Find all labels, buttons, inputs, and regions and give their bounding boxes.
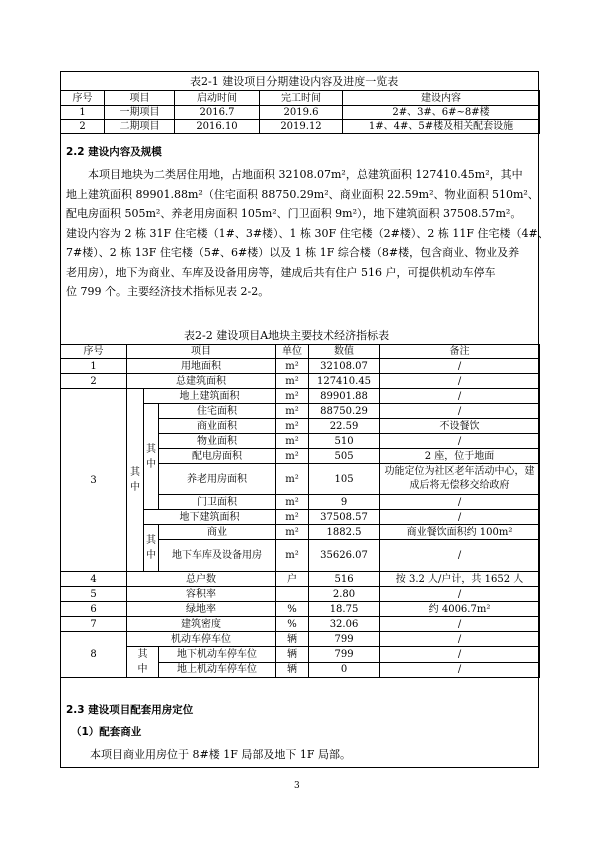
header-cell: 启动时间 bbox=[175, 91, 260, 106]
table-row bbox=[61, 120, 540, 134]
table-cell: / bbox=[380, 434, 540, 449]
table-cell: % bbox=[276, 602, 309, 617]
table-cell: m² bbox=[276, 449, 309, 464]
table-cell: 88750.29 bbox=[309, 404, 380, 419]
schedule-table bbox=[60, 90, 540, 134]
table-cell: 养老用房面积 bbox=[159, 464, 276, 495]
table-cell: m² bbox=[276, 404, 309, 419]
table-cell: 510 bbox=[309, 434, 380, 449]
table-cell: 35626.07 bbox=[309, 540, 380, 572]
header-cell: 数值 bbox=[309, 345, 380, 359]
table-cell: 7 bbox=[61, 617, 127, 632]
table-cell: 其中 bbox=[127, 389, 144, 572]
table-cell: 地下建筑面积 bbox=[144, 510, 276, 525]
table-cell: m² bbox=[276, 434, 309, 449]
table-cell: 功能定位为社区老年活动中心，建成后将无偿移交给政府 bbox=[380, 464, 540, 495]
table-cell: 总户数 bbox=[127, 572, 276, 587]
table-cell: 户 bbox=[276, 572, 309, 587]
table-cell: / bbox=[380, 540, 540, 572]
table-cell: 2 bbox=[61, 374, 127, 389]
table-row bbox=[61, 602, 540, 617]
table-cell: 0 bbox=[309, 662, 380, 678]
table-cell: 物业面积 bbox=[159, 434, 276, 449]
paragraph-line: 老用房），地下为商业、车库及设备用房等，建成后共有住户 516 户，可提供机动车停车 bbox=[66, 265, 496, 279]
table-cell: 地下机动车停车位 bbox=[159, 647, 276, 663]
table-cell: 其中 bbox=[144, 404, 159, 510]
table-cell: / bbox=[380, 389, 540, 404]
table-cell: 地上建筑面积 bbox=[144, 389, 276, 404]
subsection-heading: （1）配套商业 bbox=[71, 726, 142, 738]
table-cell: / bbox=[380, 647, 540, 663]
table-cell: / bbox=[380, 359, 540, 374]
table-cell bbox=[276, 587, 309, 602]
table-cell: m² bbox=[276, 389, 309, 404]
table-cell: 105 bbox=[309, 464, 380, 495]
table-cell: 1 bbox=[61, 359, 127, 374]
table-cell: / bbox=[380, 617, 540, 632]
paragraph-line: 地上建筑面积 89901.88m²（住宅面积 88750.29m²、商业面积 22.59m²、物业面积 510m²、 bbox=[66, 187, 539, 201]
paragraph-line: 7#楼）、2 栋 13F 住宅楼（5#、6#楼）以及 1 栋 1F 综合楼（8#楼，包含商业、物业及养 bbox=[66, 246, 520, 259]
table-cell: 建筑密度 bbox=[127, 617, 276, 632]
header-cell: 备注 bbox=[380, 345, 540, 359]
table-cell: 容积率 bbox=[127, 587, 276, 602]
table-cell: 505 bbox=[309, 449, 380, 464]
table-row bbox=[61, 572, 540, 587]
header-cell: 单位 bbox=[276, 345, 309, 359]
table-cell: 4 bbox=[61, 572, 127, 587]
table-cell: 辆 bbox=[276, 647, 309, 663]
table-row bbox=[61, 359, 540, 374]
section-heading: 2.3 建设项目配套用房定位 bbox=[66, 704, 194, 716]
table-row bbox=[61, 632, 540, 647]
table-cell: 其中 bbox=[127, 647, 159, 678]
table-cell: 其中 bbox=[144, 525, 159, 572]
table-cell: m² bbox=[276, 359, 309, 374]
table-cell: 辆 bbox=[276, 662, 309, 678]
table-cell: 1882.5 bbox=[309, 525, 380, 540]
table-cell: 地下车库及设备用房 bbox=[159, 540, 276, 572]
header-cell: 项目 bbox=[127, 345, 276, 359]
table-cell: 1#、4#、5#楼及相关配套设施 bbox=[343, 120, 540, 134]
table-header-row bbox=[61, 345, 540, 359]
table-cell: 二期项目 bbox=[105, 120, 175, 134]
table-cell: / bbox=[380, 662, 540, 678]
table-cell: 2016.7 bbox=[175, 106, 260, 120]
body-text: 本项目商业用房位于 8#楼 1F 局部及地下 1F 局部。 bbox=[90, 748, 351, 761]
table-cell: m² bbox=[276, 464, 309, 495]
table-cell: m² bbox=[276, 525, 309, 540]
paragraph-line: 位 799 个。主要经济技术指标见表 2-2。 bbox=[66, 285, 270, 298]
table-cell: 2016.10 bbox=[175, 120, 260, 134]
table-header-row bbox=[61, 91, 540, 106]
table-cell: 总建筑面积 bbox=[127, 374, 276, 389]
header-cell: 建设内容 bbox=[343, 91, 540, 106]
paragraph-line: 本项目地块为二类居住用地，占地面积 32108.07m²，总建筑面积 127410.45m²，其中 bbox=[88, 168, 523, 181]
table-cell: 799 bbox=[309, 647, 380, 663]
table-cell: 22.59 bbox=[309, 419, 380, 434]
table2-caption: 表2-2 建设项目A地块主要技术经济指标表 bbox=[184, 329, 390, 342]
table-cell: 799 bbox=[309, 632, 380, 647]
table-cell: 1 bbox=[61, 106, 105, 120]
table-cell: 用地面积 bbox=[127, 359, 276, 374]
header-cell: 项目 bbox=[105, 91, 175, 106]
table-row bbox=[61, 389, 540, 404]
table-cell: 2019.6 bbox=[260, 106, 343, 120]
body-paragraph bbox=[66, 165, 549, 302]
table-cell: 8 bbox=[61, 632, 127, 678]
indicator-table bbox=[60, 344, 540, 678]
table-cell: / bbox=[380, 587, 540, 602]
table-cell: m² bbox=[276, 540, 309, 572]
table-cell: m² bbox=[276, 419, 309, 434]
table-cell: 2019.12 bbox=[260, 120, 343, 134]
paragraph-line: 建设内容为 2 栋 31F 住宅楼（1#、3#楼）、1 栋 30F 住宅楼（2#楼）、2 栋 11F 住宅楼（4#、 bbox=[66, 226, 549, 240]
table-cell: / bbox=[380, 495, 540, 510]
table-row bbox=[61, 106, 540, 120]
paragraph-line: 配电房面积 505m²、养老用房面积 105m²、门卫面积 9m²），地下建筑面积 37508.57m²。 bbox=[66, 207, 522, 220]
table-cell: 地上机动车停车位 bbox=[159, 662, 276, 678]
page-number: 3 bbox=[294, 781, 300, 791]
table-cell: 5 bbox=[61, 587, 127, 602]
table-cell: 一期项目 bbox=[105, 106, 175, 120]
table-cell: 3 bbox=[61, 389, 127, 572]
table-cell: / bbox=[380, 510, 540, 525]
table-cell: 32.06 bbox=[309, 617, 380, 632]
table-cell: 约 4006.7m² bbox=[380, 602, 540, 617]
table-row bbox=[61, 587, 540, 602]
table-cell: 9 bbox=[309, 495, 380, 510]
table-cell: m² bbox=[276, 495, 309, 510]
table-cell: 32108.07 bbox=[309, 359, 380, 374]
table-cell: 2#、3#、6#~8#楼 bbox=[343, 106, 540, 120]
section-heading: 2.2 建设内容及规模 bbox=[66, 146, 162, 158]
table-cell: 住宅面积 bbox=[159, 404, 276, 419]
table-cell: 绿地率 bbox=[127, 602, 276, 617]
table-cell: 商业餐饮面积约 100m² bbox=[380, 525, 540, 540]
table-cell: 37508.57 bbox=[309, 510, 380, 525]
table-cell: 配电房面积 bbox=[159, 449, 276, 464]
table-row bbox=[61, 374, 540, 389]
table-cell: 商业面积 bbox=[159, 419, 276, 434]
table1-caption: 表2-1 建设项目分期建设内容及进度一览表 bbox=[190, 75, 399, 88]
table-cell: 516 bbox=[309, 572, 380, 587]
table-cell: / bbox=[380, 404, 540, 419]
table-cell: 2 bbox=[61, 120, 105, 134]
table-cell: 门卫面积 bbox=[159, 495, 276, 510]
table-cell: % bbox=[276, 617, 309, 632]
table-cell: 127410.45 bbox=[309, 374, 380, 389]
table-cell: 89901.88 bbox=[309, 389, 380, 404]
table-cell: m² bbox=[276, 374, 309, 389]
table-cell: 6 bbox=[61, 602, 127, 617]
table-cell: 18.75 bbox=[309, 602, 380, 617]
table-cell: 机动车停车位 bbox=[127, 632, 276, 647]
table-cell: / bbox=[380, 374, 540, 389]
table-cell: 辆 bbox=[276, 632, 309, 647]
header-cell: 完工时间 bbox=[260, 91, 343, 106]
table-cell: / bbox=[380, 632, 540, 647]
header-cell: 序号 bbox=[61, 91, 105, 106]
table-row bbox=[61, 617, 540, 632]
table-cell: m² bbox=[276, 510, 309, 525]
table-cell: 2 座，位于地面 bbox=[380, 449, 540, 464]
table-cell: 2.80 bbox=[309, 587, 380, 602]
table-cell: 不设餐饮 bbox=[380, 419, 540, 434]
table-cell: 商业 bbox=[159, 525, 276, 540]
table-row bbox=[61, 647, 540, 663]
table-cell: 按 3.2 人/户计，共 1652 人 bbox=[380, 572, 540, 587]
header-cell: 序号 bbox=[61, 345, 127, 359]
